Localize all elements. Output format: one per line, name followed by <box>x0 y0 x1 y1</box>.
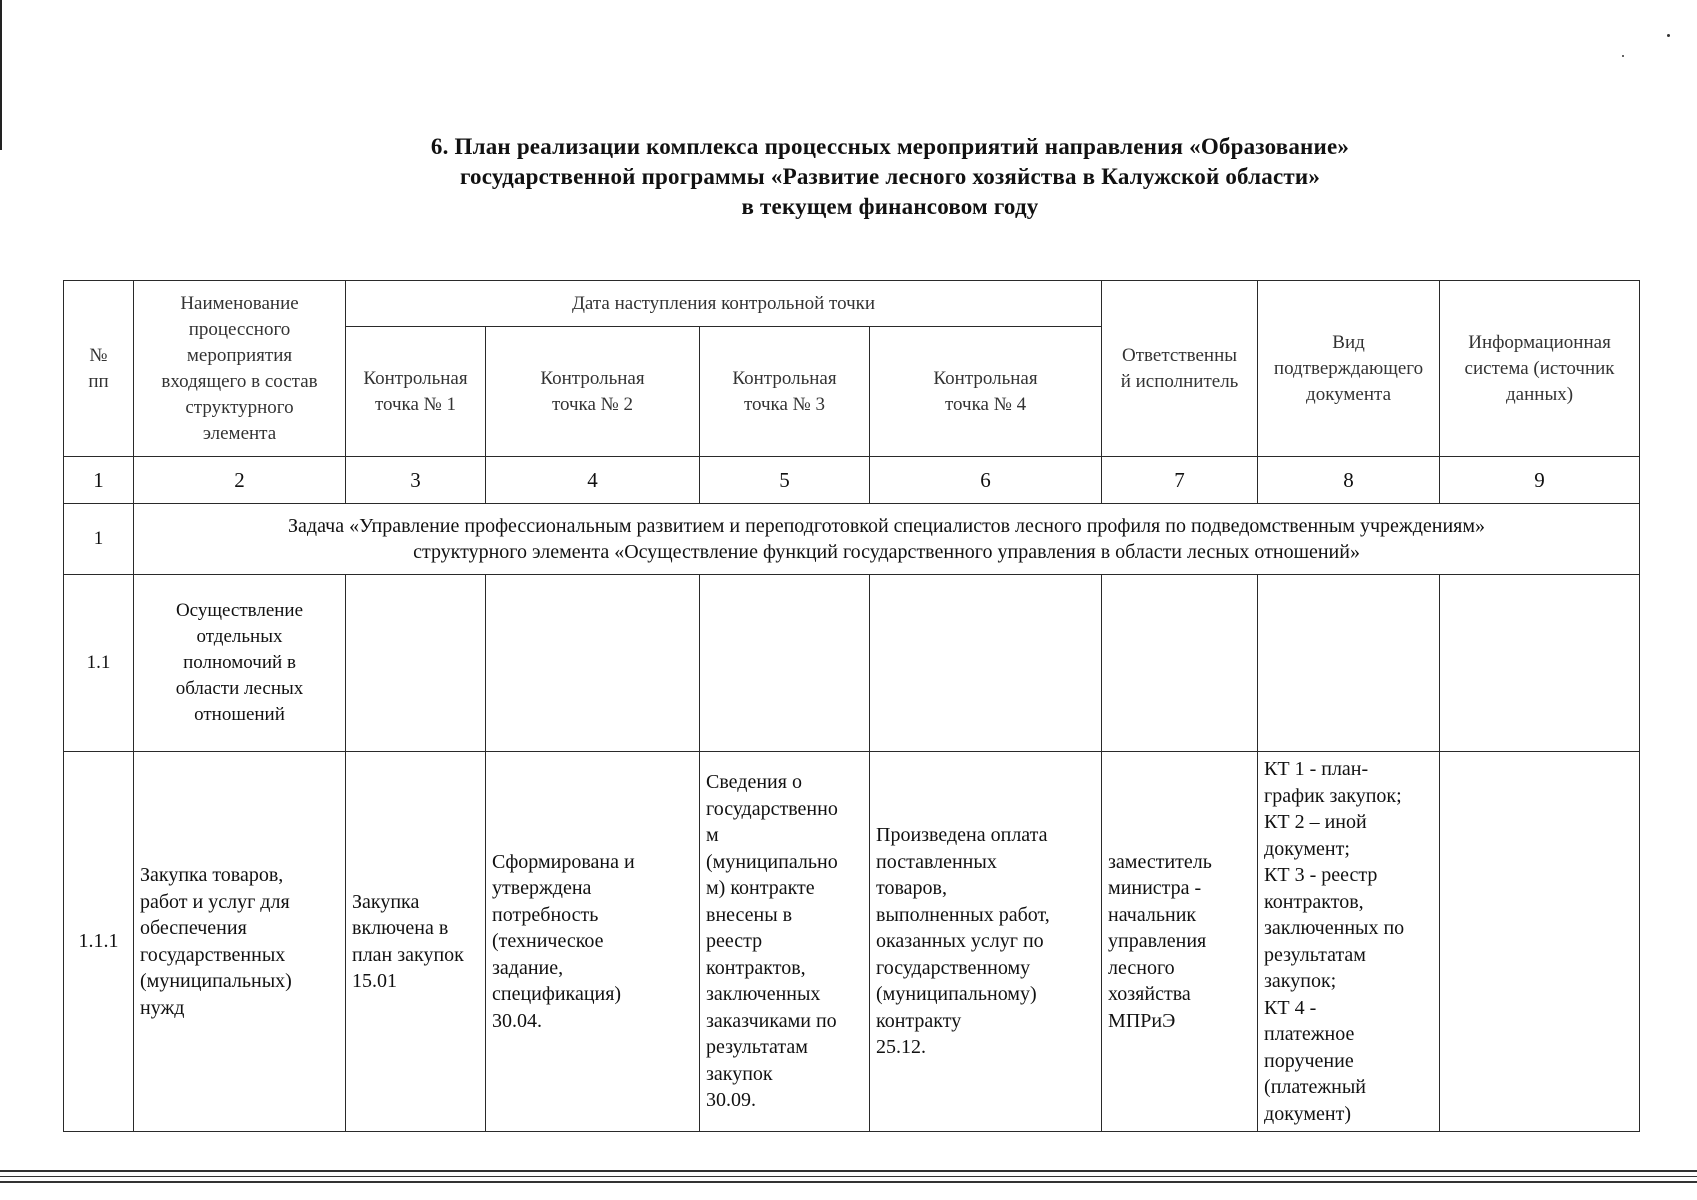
column-number: 9 <box>1440 457 1640 504</box>
empty-cell <box>486 575 700 752</box>
header-kt2: Контрольная точка № 2 <box>486 327 700 457</box>
scan-bottom-line <box>0 1176 1697 1177</box>
detail-responsible: заместитель министра - начальник управления лесного хозяйства МПРиЭ <box>1102 752 1258 1132</box>
header-num: № пп <box>64 281 134 457</box>
header-kt3: Контрольная точка № 3 <box>700 327 870 457</box>
detail-name: Закупка товаров, работ и услуг для обеспечения государственных (муниципальных) нужд <box>134 752 346 1132</box>
detail-kt3: Сведения о государственно м (муниципально м) контракте внесены в реестр контрактов, заключенных заказчиками по результатам закупок 30.09. <box>700 752 870 1132</box>
title-line-2: государственной программы «Развитие лесного хозяйства в Калужской области» <box>459 164 1321 189</box>
detail-kt1: Закупка включена в план закупок 15.01 <box>346 752 486 1132</box>
header-doc-type: Вид подтверждающего документа <box>1258 281 1440 457</box>
scan-bottom-line <box>0 1170 1697 1172</box>
document-title <box>150 132 1630 222</box>
column-number: 2 <box>134 457 346 504</box>
measure-row <box>64 575 1640 752</box>
column-number: 5 <box>700 457 870 504</box>
column-number: 1 <box>64 457 134 504</box>
detail-kt4: Произведена оплата поставленных товаров, выполненных работ, оказанных услуг по государственному (муниципальному) контракту 25.12. <box>870 752 1102 1132</box>
column-number: 4 <box>486 457 700 504</box>
column-numbers-row <box>64 457 1640 504</box>
empty-cell <box>1102 575 1258 752</box>
column-number: 3 <box>346 457 486 504</box>
detail-kt2: Сформирована и утверждена потребность (техническое задание, спецификация) 30.04. <box>486 752 700 1132</box>
task-row <box>64 504 1640 575</box>
header-responsible: Ответственны й исполнитель <box>1102 281 1258 457</box>
empty-cell <box>1258 575 1440 752</box>
plan-table <box>63 280 1640 1132</box>
measure-name: Осуществление отдельных полномочий в области лесных отношений <box>134 575 346 752</box>
column-number: 6 <box>870 457 1102 504</box>
scan-speck <box>1622 55 1624 57</box>
empty-cell <box>700 575 870 752</box>
scan-speck <box>1667 34 1670 37</box>
empty-cell <box>870 575 1102 752</box>
header-name: Наименование процессного мероприятия входящего в состав структурного элемента <box>134 281 346 457</box>
header-info-system: Информационная система (источник данных) <box>1440 281 1640 457</box>
header-date-group: Дата наступления контрольной точки <box>346 281 1102 327</box>
detail-num: 1.1.1 <box>64 752 134 1132</box>
title-line-3: в текущем финансовом году <box>741 194 1039 219</box>
empty-cell <box>346 575 486 752</box>
detail-info-system <box>1440 752 1640 1132</box>
header-row-1 <box>64 281 1640 327</box>
task-num: 1 <box>64 504 134 575</box>
measure-num: 1.1 <box>64 575 134 752</box>
title-line-1: 6. План реализации комплекса процессных мероприятий направления «Образование» <box>430 134 1350 159</box>
detail-doc-type: КТ 1 - план- график закупок; КТ 2 – иной документ; КТ 3 - реестр контрактов, заключенных по результатам закупок; КТ 4 - платежное поручение (платежный документ) <box>1258 752 1440 1132</box>
detail-row <box>64 752 1640 1132</box>
empty-cell <box>1440 575 1640 752</box>
scan-edge-line <box>0 0 2 150</box>
column-number: 8 <box>1258 457 1440 504</box>
header-kt4: Контрольная точка № 4 <box>870 327 1102 457</box>
scan-bottom-line <box>0 1181 1697 1183</box>
task-text: Задача «Управление профессиональным развитием и переподготовкой специалистов лесного профиля по подведомственным учреждениям» структурного элемента «Осуществление функций государственного управления в области лесных отношений» <box>134 504 1640 575</box>
header-kt1: Контрольная точка № 1 <box>346 327 486 457</box>
column-number: 7 <box>1102 457 1258 504</box>
